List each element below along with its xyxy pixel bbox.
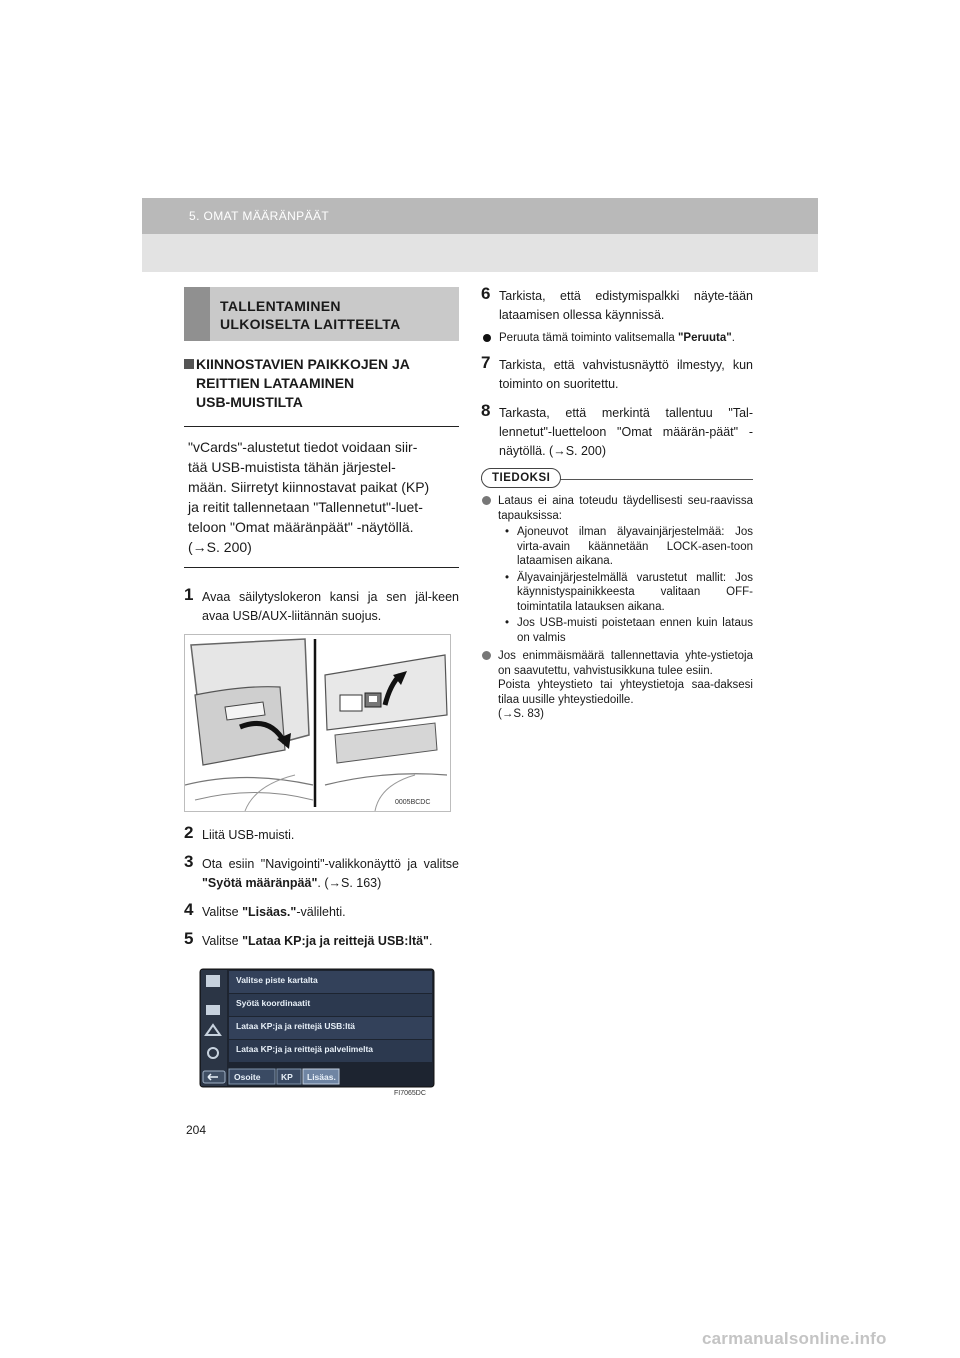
- note-list: [481, 494, 753, 722]
- right-column: [481, 284, 753, 724]
- note-item: [481, 494, 753, 645]
- screen-menu-item: Lataa KP:ja ja reittejä palvelimelta: [236, 1044, 374, 1054]
- note-item: [481, 649, 753, 722]
- screen-tab: KP: [281, 1072, 293, 1082]
- step-number: 1: [184, 585, 194, 604]
- intro-line: ja reitit tallennetaan "Tallennetut"-luet-: [188, 499, 423, 515]
- bullet-bold-text: "Peruuta": [677, 332, 732, 344]
- note-text: Jos enimmäismäärä tallennettavia yhte-ystietoja on saavutettu, vahvistusikkuna tulee esiin.: [498, 650, 753, 677]
- header-band: [142, 198, 818, 272]
- step-text: Avaa säilytyslokeron kansi ja sen jäl-keen avaa USB/AUX-liitännän suojus.: [202, 590, 459, 623]
- bullet-icon: •: [505, 526, 510, 538]
- step-number: 6: [481, 284, 491, 303]
- screen-tab: Osoite: [234, 1072, 261, 1082]
- left-column: [184, 287, 459, 1102]
- bullet-dot-icon: [482, 651, 491, 660]
- step-7: [481, 353, 753, 394]
- note-sub-item: [498, 525, 753, 569]
- subheading: [184, 355, 459, 412]
- step-bold-text: "Lataa KP:ja ja reittejä USB:ltä": [242, 934, 429, 948]
- step-number: 8: [481, 401, 491, 420]
- screen-tab: Lisäas.: [307, 1072, 336, 1082]
- glovebox-illustration: [184, 634, 451, 812]
- step-text: Tarkasta, että merkintä tallentuu "Tal-lennetut"-luetteloon "Omat määrän-päät" -näytöllä. (→S. 200): [499, 406, 753, 458]
- intro-line: "vCards"-alustetut tiedot voidaan siir-: [188, 439, 418, 455]
- intro-line: (→S. 200): [188, 539, 252, 555]
- page-number: 204: [186, 1123, 207, 1137]
- glovebox-usb-drawing: [185, 635, 450, 811]
- step-5: [184, 929, 459, 951]
- step-3: [184, 852, 459, 893]
- section-title-line: TALLENTAMINEN: [220, 298, 341, 314]
- intro-line: mään. Siirretyt kiinnostavat paikat (KP): [188, 479, 430, 495]
- bullet-text: Peruuta tämä toiminto valitsemalla: [499, 332, 678, 344]
- step-4: [184, 900, 459, 922]
- step-number: 3: [184, 852, 194, 871]
- step-text: Ota esiin "Navigointi"-valikkonäyttö ja valitse: [202, 857, 459, 871]
- note-text: Poista yhteystieto tai yhteystietoja saa-daksesi tilaa uusille yhteystiedoille.: [498, 679, 753, 706]
- step-text: Tarkista, että vahvistusnäyttö ilmestyy, kun toiminto on suoritettu.: [499, 358, 753, 391]
- bullet-icon: •: [505, 571, 510, 584]
- note-sub-text: Jos USB-muisti poistetaan ennen kuin lataus on valmis: [517, 617, 753, 644]
- bullet-text: .: [731, 332, 735, 344]
- header-bar: [142, 198, 818, 234]
- screen-menu-item: Lataa KP:ja ja reittejä USB:ltä: [236, 1021, 356, 1031]
- square-bullet-icon: [184, 359, 194, 369]
- step-number: 5: [184, 929, 194, 948]
- note-section: [481, 472, 753, 722]
- note-tag: TIEDOKSI: [481, 468, 561, 488]
- section-title-line: ULKOISELTA LAITTEELTA: [220, 316, 401, 332]
- section-title-box: [184, 287, 459, 341]
- step-text: Tarkista, että edistymispalkki näyte-tään lataamisen ollessa käynnissä.: [499, 289, 753, 322]
- step-8: [481, 401, 753, 461]
- step-text: -välilehti.: [296, 905, 346, 919]
- note-sub-item: [498, 616, 753, 645]
- note-tag-wrap: [481, 468, 753, 488]
- step-1: [184, 585, 459, 626]
- screen-menu-item: Valitse piste kartalta: [236, 975, 318, 985]
- step-6-bullet: [481, 331, 753, 346]
- intro-line: tää USB-muistista tähän järjestel-: [188, 459, 396, 475]
- screen-code: FI7065DC: [394, 1090, 426, 1097]
- chapter-title: 5. OMAT MÄÄRÄNPÄÄT: [189, 209, 330, 223]
- note-text: (→S. 83): [498, 708, 545, 720]
- step-text: Valitse: [202, 905, 243, 919]
- section-title-bar: [184, 287, 210, 341]
- note-sub-item: [498, 571, 753, 615]
- navigation-screen-illustration: [184, 967, 439, 1102]
- step-number: 2: [184, 823, 194, 842]
- watermark: carmanualsonline.info: [702, 1329, 887, 1348]
- step-text: .: [429, 934, 433, 948]
- step-text: Liitä USB-muisti.: [202, 828, 295, 842]
- note-text: Lataus ei aina toteudu täydellisesti seu-raavissa tapauksissa:: [498, 495, 753, 522]
- note-sub-text: Ajoneuvot ilman älyavainjärjestelmää: Jos virta-avain käännetään LOCK-asen-toon lataamisen aikana.: [517, 526, 753, 567]
- step-bold-text: "Syötä määränpää": [202, 876, 318, 890]
- subheading-line: REITTIEN LATAAMINEN: [196, 375, 355, 391]
- bullet-dot-icon: [482, 496, 491, 505]
- section-title: [220, 297, 401, 333]
- subheading-line: USB-MUISTILTA: [196, 394, 303, 410]
- intro-line: teloon "Omat määränpäät" -näytöllä.: [188, 519, 414, 535]
- screen-menu-item: Syötä koordinaatit: [236, 998, 311, 1008]
- step-text: . (→S. 163): [317, 876, 382, 890]
- intro-box: [184, 426, 459, 568]
- step-6: [481, 284, 753, 325]
- bullet-dot-icon: [483, 334, 491, 342]
- subheading-line: KIINNOSTAVIEN PAIKKOJEN JA: [196, 356, 410, 372]
- step-2: [184, 823, 459, 845]
- step-number: 7: [481, 353, 491, 372]
- illustration-code: 0005BCDC: [395, 799, 431, 806]
- bullet-icon: •: [505, 617, 510, 629]
- step-number: 4: [184, 900, 194, 919]
- note-sub-text: Älyavainjärjestelmällä varustetut mallit: Jos käynnistyspainikkeesta valitaan OFF-toimintatila latauksen aikana.: [517, 571, 753, 613]
- step-text: Valitse: [202, 934, 243, 948]
- step-bold-text: "Lisäas.": [242, 905, 297, 919]
